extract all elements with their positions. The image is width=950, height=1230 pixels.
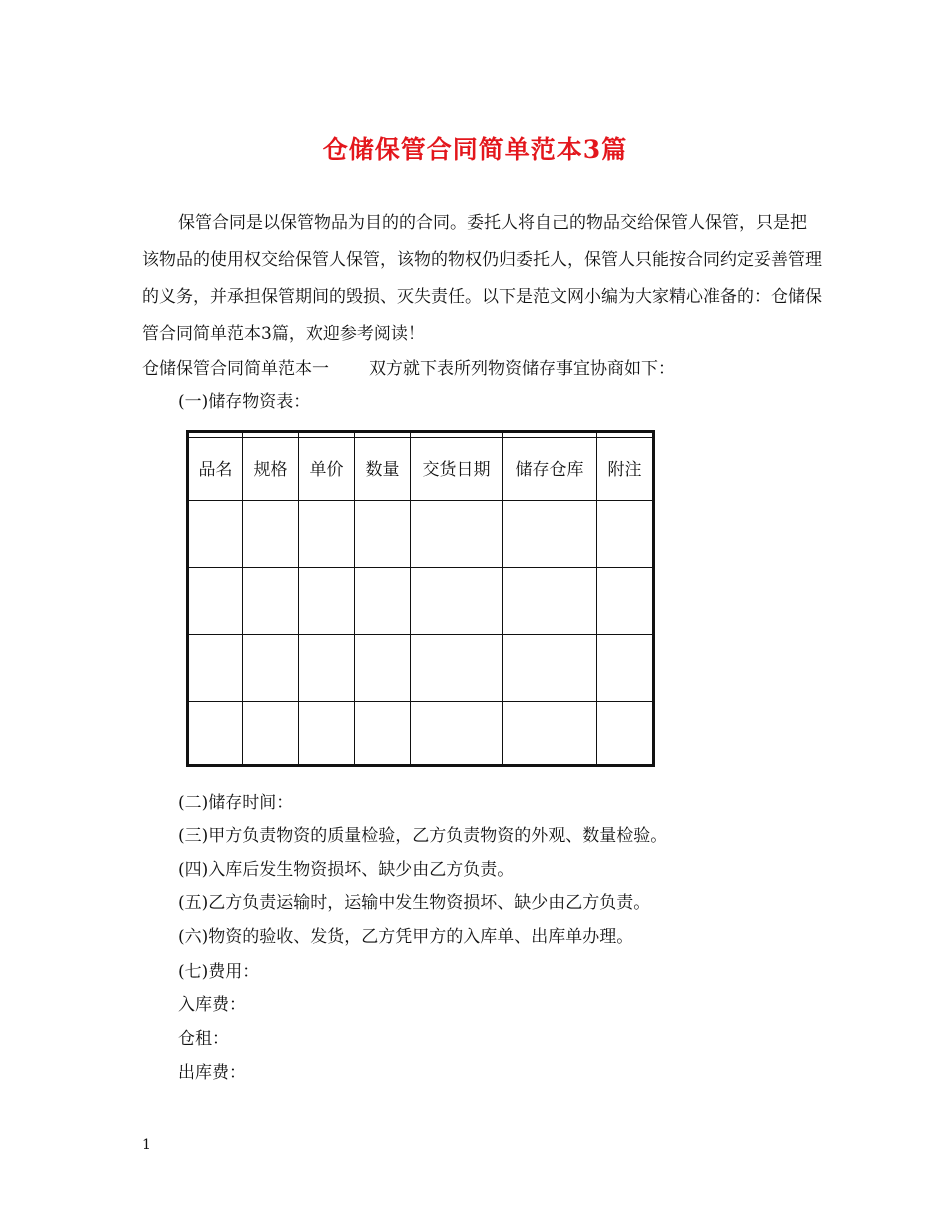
- header-cell: 品名: [188, 438, 243, 497]
- item-storage-time: (二)储存时间：: [178, 793, 294, 813]
- section-line: [142, 354, 675, 379]
- header-cell: 单价: [299, 438, 355, 497]
- document-title: 仓储保管合同简单范本3篇: [322, 135, 628, 164]
- header-cell: 规格: [243, 438, 299, 497]
- header-cell: 交货日期: [411, 438, 503, 497]
- storage-goods-table: [186, 430, 655, 767]
- page-number: 1: [142, 1137, 151, 1153]
- table-header-row: [188, 438, 654, 497]
- header-cell: 储存仓库: [503, 438, 597, 497]
- fee-outbound: 出库费：: [178, 1063, 246, 1083]
- table-row: [188, 635, 654, 698]
- table-row: [188, 568, 654, 631]
- item-damage: (四)入库后发生物资损坏、缺少由乙方负责。: [178, 860, 515, 880]
- item-receipt: (六)物资的验收、发货，乙方凭甲方的入库单、出库单办理。: [178, 927, 634, 947]
- intro-text: 保管合同是以保管物品为目的的合同。委托人将自己的物品交给保管人保管，只是把该物品的使用权交给保管人保管，该物的物权仍归委托人，保管人只能按合同约定妥善管理的义务，并承担保管期间的毁损、灭失责任。以下是范文网小编为大家精心准备的：仓储保管合同简单范本3篇，欢迎参考阅读！: [142, 213, 822, 344]
- header-cell: 附注: [597, 438, 654, 497]
- intro-paragraph: [142, 205, 822, 353]
- section-heading: 仓储保管合同简单范本一: [142, 359, 329, 379]
- item-transport: (五)乙方负责运输时，运输中发生物资损坏、缺少由乙方负责。: [178, 893, 651, 913]
- table-row: [188, 501, 654, 564]
- section-lead: 双方就下表所列物资储存事宜协商如下：: [369, 359, 675, 379]
- header-cell: 数量: [355, 438, 411, 497]
- item-inspection: (三)甲方负责物资的质量检验，乙方负责物资的外观、数量检验。: [178, 826, 668, 846]
- item-storage-table-label: (一)储存物资表：: [178, 392, 311, 412]
- fee-inbound: 入库费：: [178, 995, 246, 1015]
- table-row: [188, 702, 654, 766]
- item-fees: (七)费用：: [178, 962, 260, 982]
- fee-rent: 仓租：: [178, 1029, 229, 1049]
